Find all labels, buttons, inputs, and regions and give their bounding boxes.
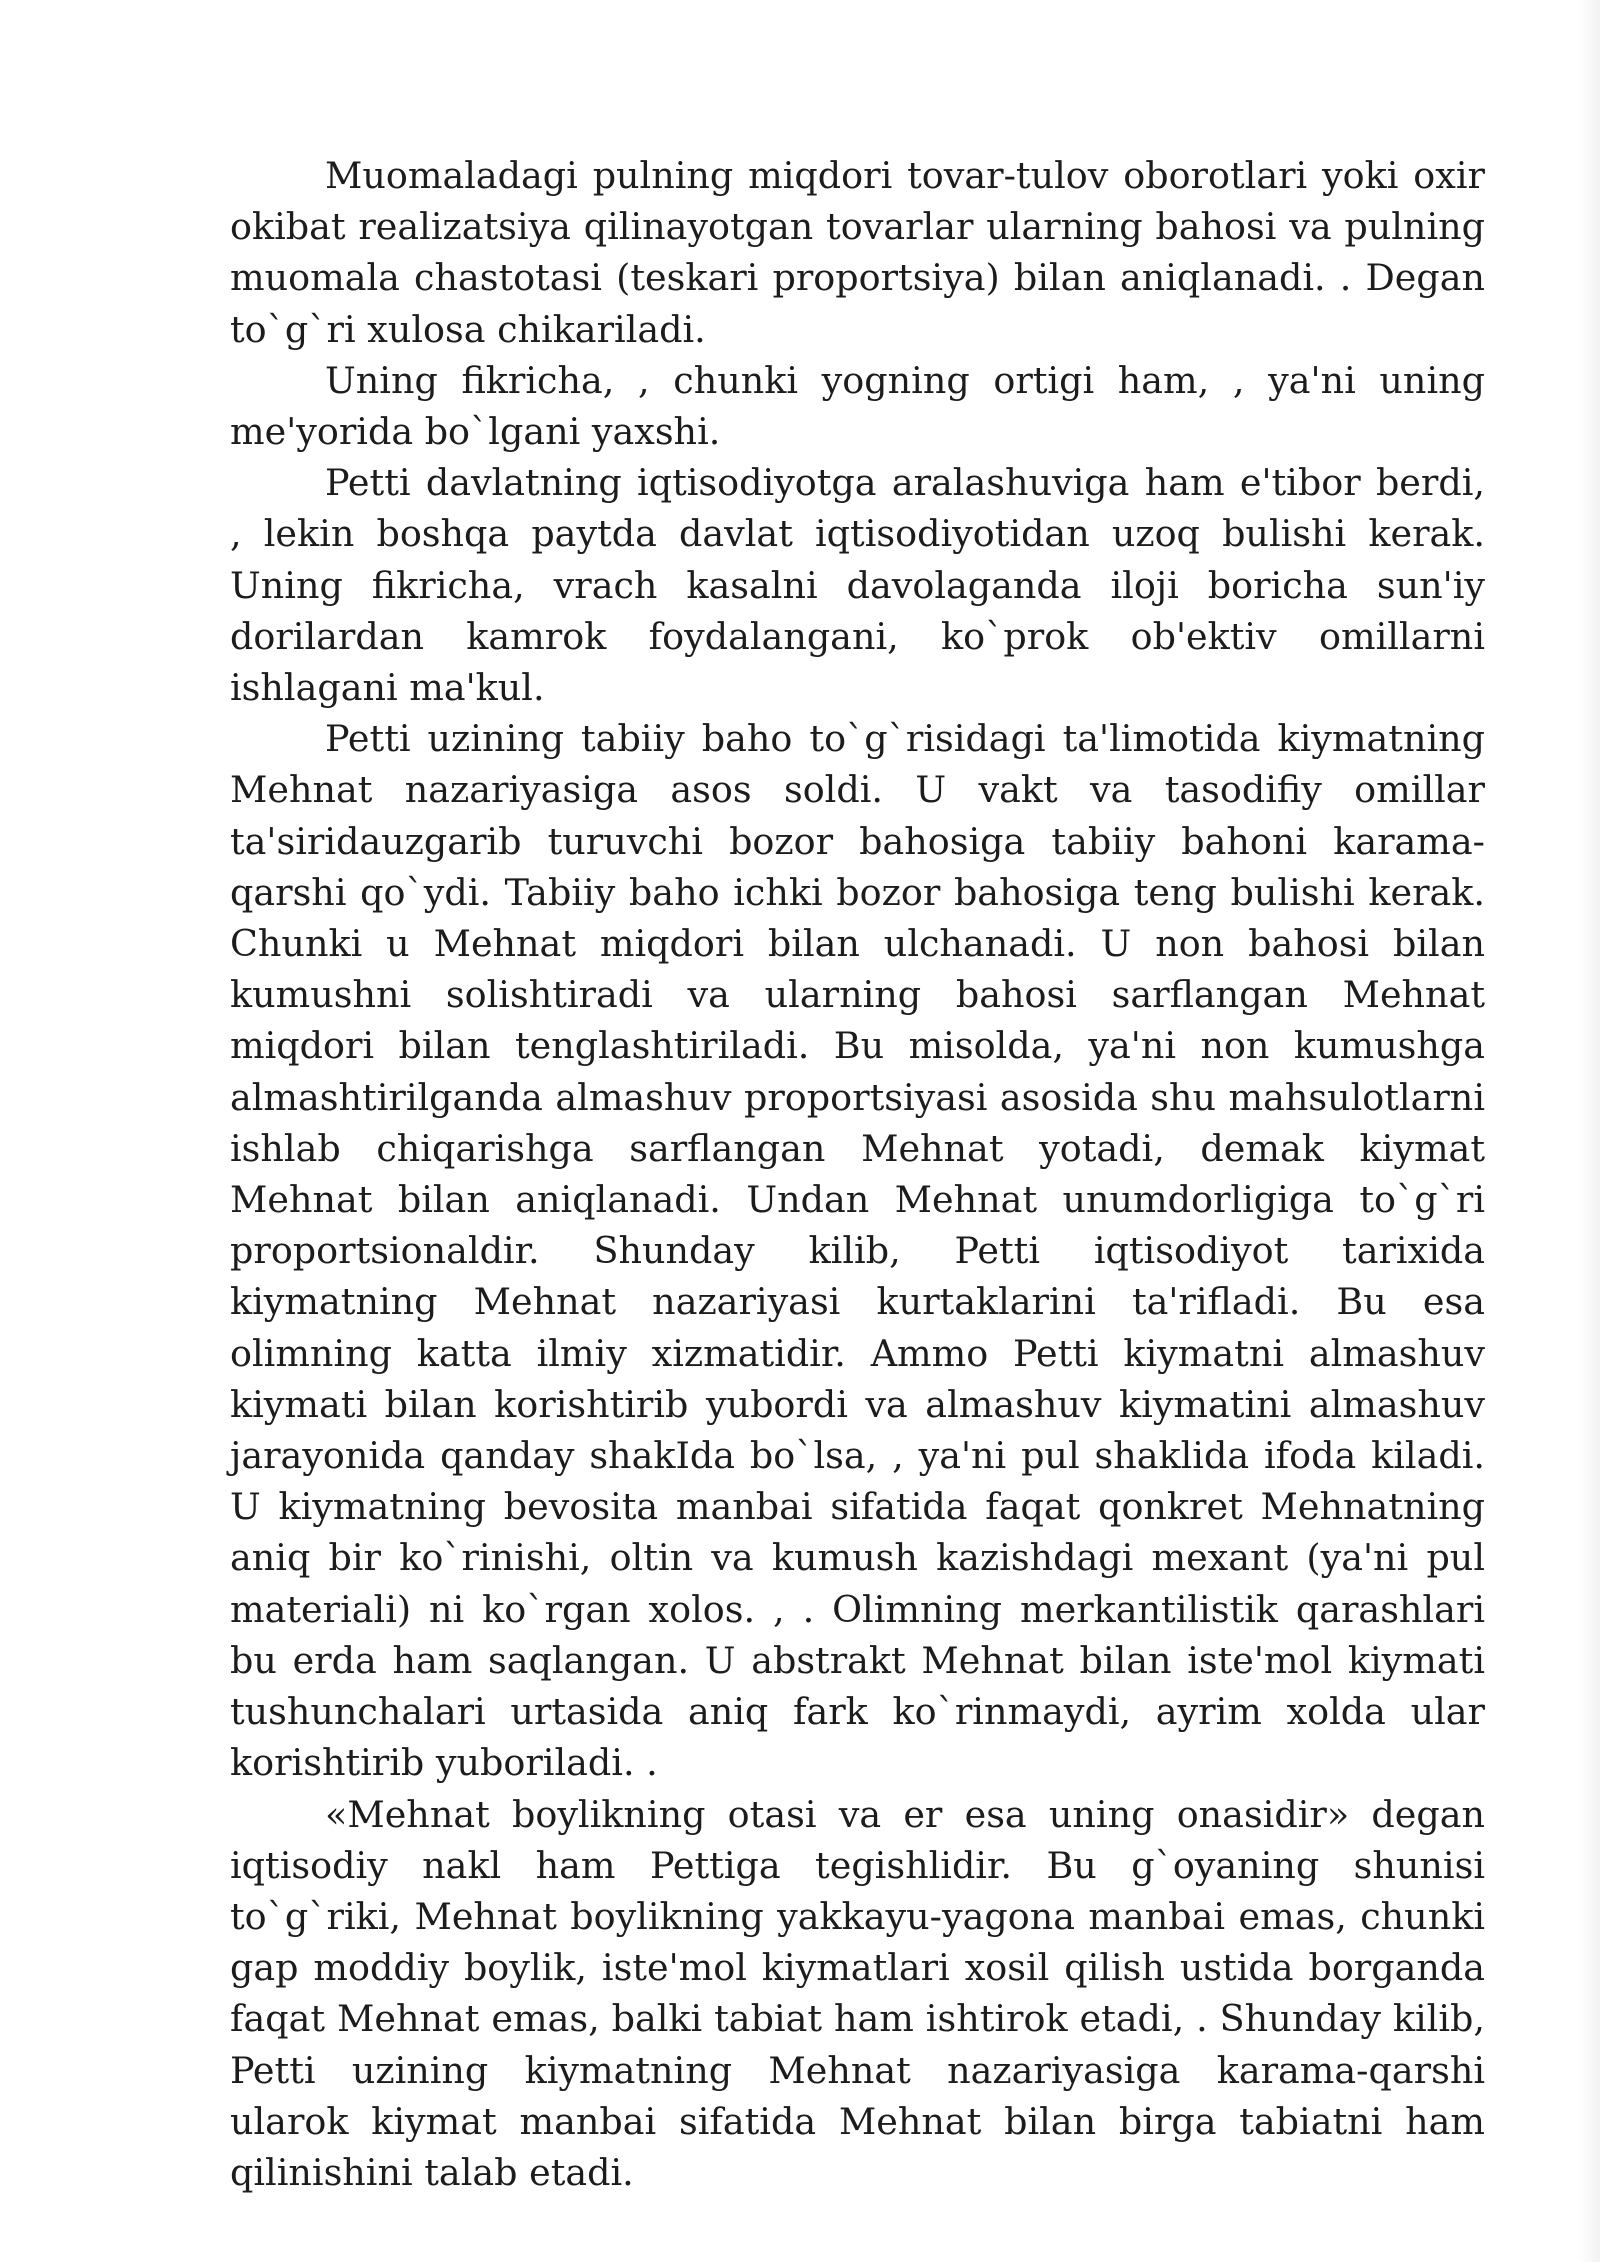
paragraph-2: Uning fikricha, , chunki yogning ortigi ham, , ya'ni uning me'yorida bo`lgani yaxshi. <box>230 358 1485 454</box>
paragraph-3: Petti davlatning iqtisodiyotga aralashuviga ham e'tibor berdi, , lekin boshqa paytda davlat iqtisodiyotidan uzoq bulishi kerak. Uning fikricha, vrach kasalni davolaganda iloji boricha sun'iy dorilardan kamrok foydalangani, ko`prok ob'ektiv omillarni ishlagani ma'kul. <box>230 461 1485 710</box>
document-page <box>230 150 1485 2198</box>
paragraph-1: Muomaladagi pulning miqdori tovar-tulov oborotlari yoki oxir okibat realizatsiya qilinayotgan tovarlar ularning bahosi va pulning muomala chastotasi (teskari proportsiya) bilan aniqlanadi. . Degan to`g`ri xulosa chikariladi. <box>230 154 1485 351</box>
paragraph-4: Petti uzining tabiiy baho to`g`risidagi ta'limotida kiymatning Mehnat nazariyasiga asos soldi. U vakt va tasodifiy omillar ta'siridauzgarib turuvchi bozor bahosiga tabiiy bahoni karama-qarshi qo`ydi. Tabiiy baho ichki bozor bahosiga teng bulishi kerak. Chunki u Mehnat miqdori bilan ulchanadi. U non bahosi bilan kumushni solishtiradi va ularning bahosi sarflangan Mehnat miqdori bilan tenglashtiriladi. Bu misolda, ya'ni non kumushga almashtirilganda almashuv proportsiyasi asosida shu mahsulotlarni ishlab chiqarishga sarflangan Mehnat yotadi, demak kiymat Mehnat bilan aniqlanadi. Undan Mehnat unumdorligiga to`g`ri proportsionaldir. Shunday kilib, Petti iqtisodiyot tarixida kiymatning Mehnat nazariyasi kurtaklarini ta'rifladi. Bu esa olimning katta ilmiy xizmatidir. Ammo Petti kiymatni almashuv kiymati bilan korishtirib yubordi va almashuv kiymatini almashuv jarayonida qanday shakIda bo`lsa, , ya'ni pul shaklida ifoda kiladi. U kiymatning bevosita manbai sifatida faqat qonkret Mehnatning aniq bir ko`rinishi, oltin va kumush kazishdagi mexant (ya'ni pul materiali) ni ko`rgan xolos. , . Olimning merkantilistik qarashlari bu erda ham saqlangan. U abstrakt Mehnat bilan iste'mol kiymati tushunchalari urtasida aniq fark ko`rinmaydi, ayrim xolda ular korishtirib yuboriladi. . <box>230 717 1485 1785</box>
page-edge-shadow <box>1580 0 1600 2262</box>
paragraph-5: «Mehnat boylikning otasi va er esa uning onasidir» degan iqtisodiy nakl ham Pettiga tegishlidir. Bu g`oyaning shunisi to`g`riki, Mehnat boylikning yakkayu-yagona manbai emas, chunki gap moddiy boylik, iste'mol kiymatlari xosil qilish ustida borganda faqat Mehnat emas, balki tabiat ham ishtirok etadi, . Shunday kilib, Petti uzining kiymatning Mehnat nazariyasiga karama-qarshi ularok kiymat manbai sifatida Mehnat bilan birga tabiatni ham qilinishini talab etadi. <box>230 1792 1485 2194</box>
